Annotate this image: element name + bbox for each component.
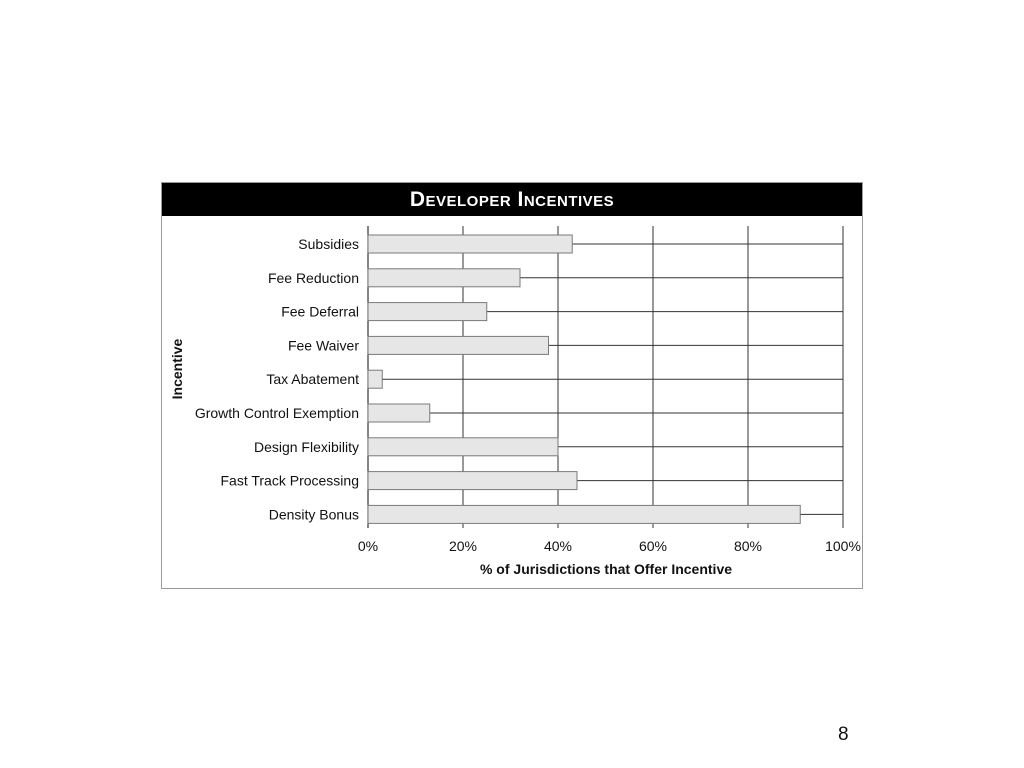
category-label: Fee Deferral — [281, 303, 359, 320]
x-tick-label: 40% — [543, 538, 573, 554]
x-tick-label: 0% — [357, 538, 379, 554]
y-axis-title: Incentive — [169, 338, 185, 400]
bar — [368, 404, 430, 422]
chart-title: Developer Incentives — [162, 183, 862, 216]
page-number: 8 — [838, 724, 849, 745]
bar — [368, 472, 577, 490]
x-tick-label: 100% — [825, 538, 861, 554]
category-label: Fee Reduction — [267, 269, 359, 286]
bar — [368, 505, 800, 523]
category-label: Fee Waiver — [287, 337, 359, 354]
bar — [368, 370, 382, 388]
category-label: Fast Track Processing — [220, 472, 359, 489]
category-label: Design Flexibility — [253, 438, 359, 455]
bar — [368, 438, 558, 456]
x-tick-label: 80% — [733, 538, 763, 554]
x-tick-label: 20% — [448, 538, 478, 554]
bar — [368, 235, 572, 253]
chart-panel — [161, 182, 863, 589]
category-label: Density Bonus — [268, 506, 359, 523]
x-axis-title: % of Jurisdictions that Offer Incentive — [479, 561, 733, 577]
x-tick-label: 60% — [638, 538, 668, 554]
bar — [368, 269, 520, 287]
category-label: Subsidies — [298, 236, 359, 252]
bar — [368, 336, 549, 354]
category-label: Tax Abatement — [266, 371, 359, 388]
chart-svg — [162, 183, 862, 588]
bar — [368, 303, 487, 321]
category-label: Growth Control Exemption — [194, 405, 359, 421]
